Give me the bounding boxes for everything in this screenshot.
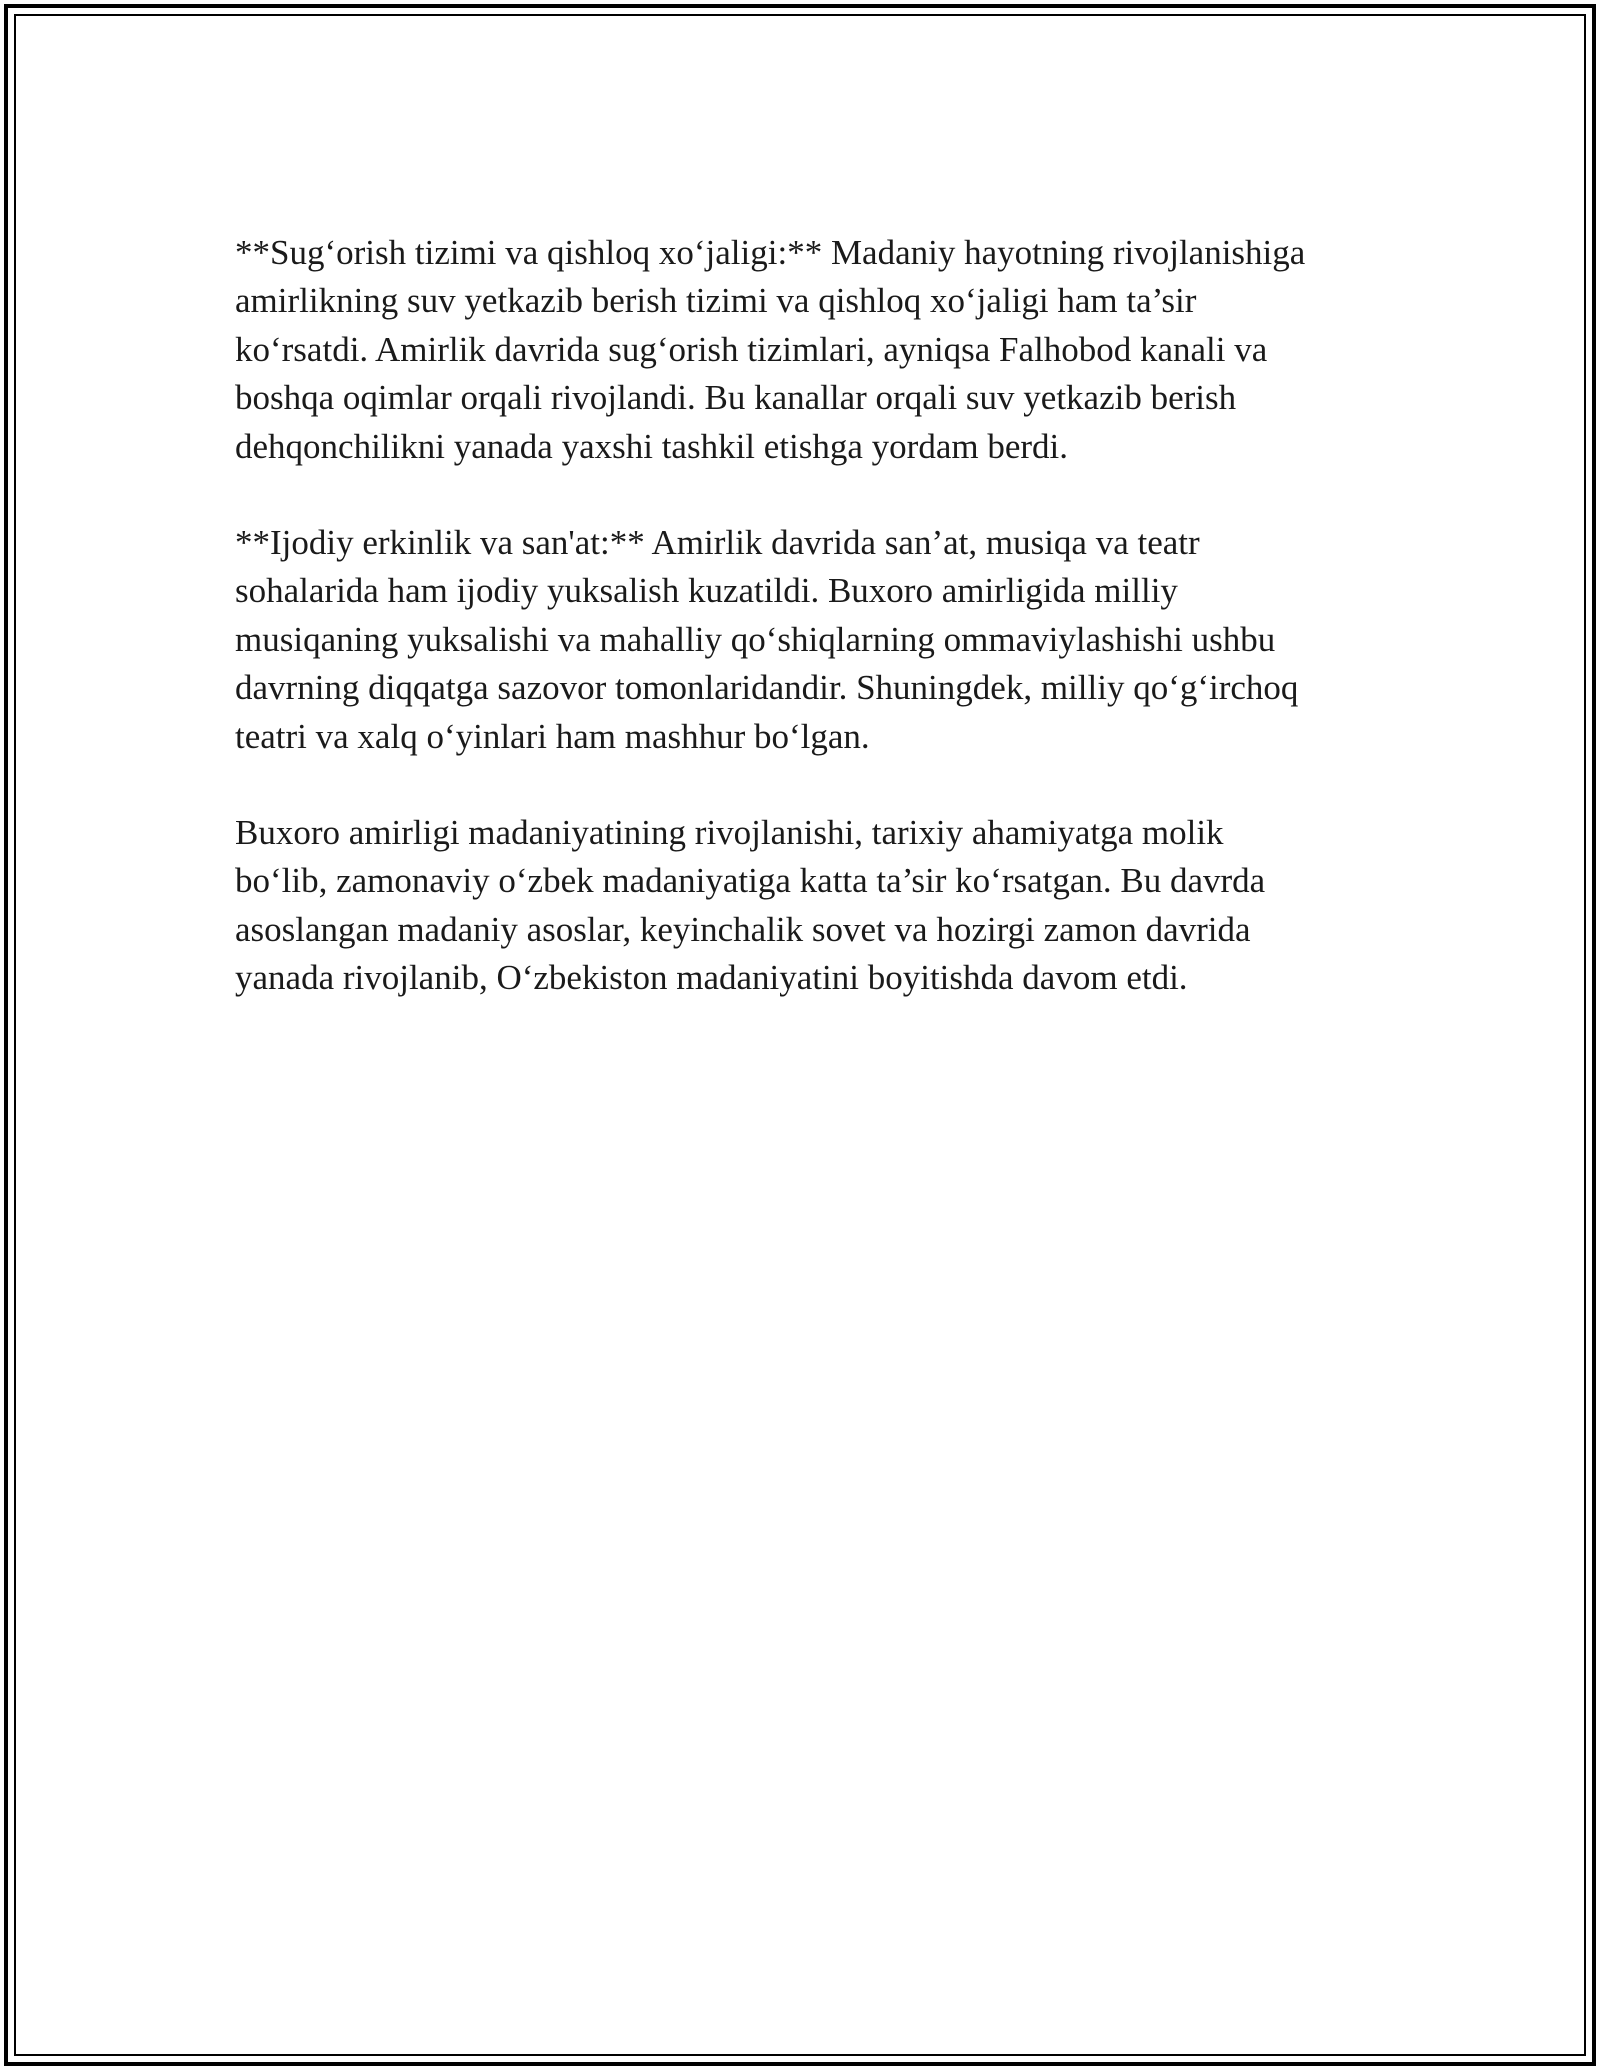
document-body bbox=[235, 229, 1375, 1051]
paragraph-irrigation: **Sug‘orish tizimi va qishloq xo‘jaligi:** Madaniy hayotning rivojlanishiga amirlikning suv yetkazib berish tizimi va qishloq xo‘jaligi ham ta’sir ko‘rsatdi. Amirlik davrida sug‘orish tizimlari, ayniqsa Falhobod kanali va boshqa oqimlar orqali rivojlandi. Bu kanallar orqali suv yetkazib berish dehqonchilikni yanada yaxshi tashkil etishga yordam berdi. bbox=[235, 233, 1306, 466]
paragraph-conclusion: Buxoro amirligi madaniyatining rivojlanishi, tarixiy ahamiyatga molik bo‘lib, zamonaviy o‘zbek madaniyatiga katta ta’sir ko‘rsatgan. Bu davrda asoslangan madaniy asoslar, keyinchalik sovet va hozirgi zamon davrida yanada rivojlanib, O‘zbekiston madaniyatini boyitishda davom etdi. bbox=[235, 813, 1266, 998]
paragraph-creative-freedom: **Ijodiy erkinlik va san'at:** Amirlik davrida san’at, musiqa va teatr sohalarida ham ijodiy yuksalish kuzatildi. Buxoro amirligida milliy musiqaning yuksalishi va mahalliy qo‘shiqlarning ommaviylashishi ushbu davrning diqqatga sazovor tomonlaridandir. Shuningdek, milliy qo‘g‘irchoq teatri va xalq o‘yinlari ham mashhur bo‘lgan. bbox=[235, 523, 1299, 756]
